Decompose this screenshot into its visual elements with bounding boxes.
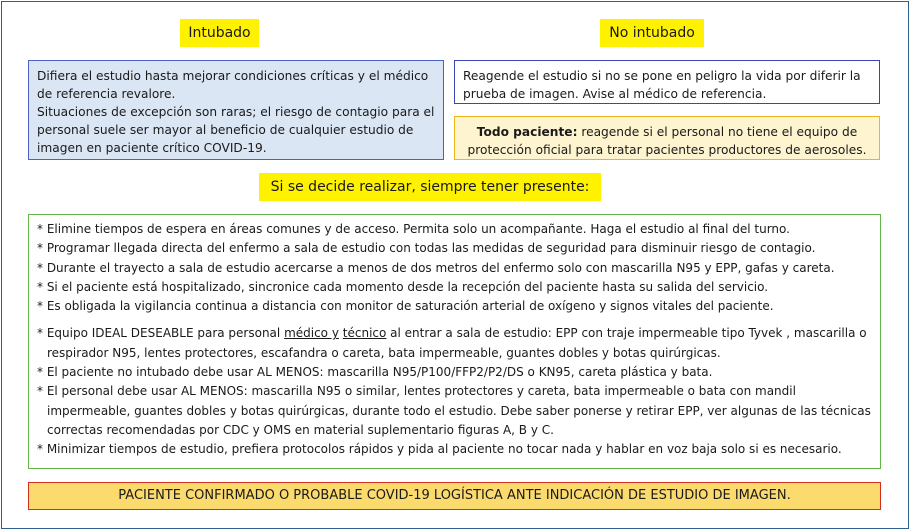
intubado-box <box>28 60 444 160</box>
recomendacion-item: * El personal debe usar AL MENOS: mascarilla N95 o similar, lentes protectores y careta, bata impermeable o bata con mandil impermeable, guantes dobles y botas quirúrgicas, durante todo el estudio. Debe saber ponerse y retirar EPP, ver algunas de las técnicas correctas recomendadas por CDC y OMS en material suplementario figuras A, B y C. <box>37 384 871 437</box>
recomendacion-item: * Es obligada la vigilancia continua a distancia con monitor de saturación arterial de oxígeno y signos vitales del paciente. <box>37 299 774 314</box>
intubado-text-2: Situaciones de excepción son raras; el riesgo de contagio para el personal suele ser mayor al beneficio de cualquier estudio de imagen en paciente crítico COVID-19. <box>37 105 435 155</box>
no-intubado-label: No intubado <box>600 19 704 47</box>
equipo-item <box>37 324 872 363</box>
recomendacion-item: * Durante el trayecto a sala de estudio acercarse a menos de dos metros del enfermo solo con mascarilla N95 y EPP, gafas y careta. <box>37 260 835 275</box>
todo-paciente-lead: Todo paciente: <box>476 125 578 139</box>
todo-paciente-text: reagende si el personal no tiene el equipo de protección oficial para tratar pacientes productores de aerosoles. <box>467 125 867 157</box>
siempre-label: Si se decide realizar, siempre tener presente: <box>259 173 601 201</box>
recomendacion-item: * Elimine tiempos de espera en áreas comunes y de acceso. Permita solo un acompañante. Haga el estudio al final del turno. <box>37 222 790 236</box>
todo-paciente-box <box>454 116 880 160</box>
no-intubado-text: Reagende el estudio si no se pone en peligro la vida por diferir la prueba de imagen. Avise al médico de referencia. <box>463 69 861 101</box>
recomendacion-item: * Programar llegada directa del enfermo a sala de estudio con todas las medidas de seguridad para disminuir riesgo de contagio. <box>37 241 816 256</box>
footer-title: PACIENTE CONFIRMADO O PROBABLE COVID-19 LOGÍSTICA ANTE INDICACIÓN DE ESTUDIO DE IMAGEN. <box>28 482 881 510</box>
spacer <box>37 316 872 324</box>
recomendacion-item: * El paciente no intubado debe usar AL MENOS: mascarilla N95/P100/FFP2/P2/DS o KN95, careta plástica y bata. <box>37 365 713 380</box>
equipo-pre: * Equipo IDEAL DESEABLE para personal <box>37 326 285 341</box>
recomendaciones-box <box>28 214 881 469</box>
equipo-tecnico: técnico <box>342 326 387 341</box>
intubado-label: Intubado <box>180 19 259 47</box>
equipo-post: al entrar a sala de estudio: EPP con traje impermeable tipo Tyvek , mascarilla o respirador N95, lentes protectores, escafandra o careta, bata impermeable, guantes dobles y botas quirúrgicas. <box>47 326 867 360</box>
equipo-medico: médico y <box>284 326 339 341</box>
recomendacion-item: * Si el paciente está hospitalizado, sincronice cada momento desde la recepción del paciente hasta su salida del servicio. <box>37 279 769 294</box>
intubado-text-1: Difiera el estudio hasta mejorar condiciones críticas y el médico de referencia revalore. <box>37 69 429 101</box>
no-intubado-box <box>454 60 880 104</box>
recomendacion-item: * Minimizar tiempos de estudio, prefiera protocolos rápidos y pida al paciente no tocar nada y hablar en voz baja solo si es necesario. <box>37 442 842 457</box>
